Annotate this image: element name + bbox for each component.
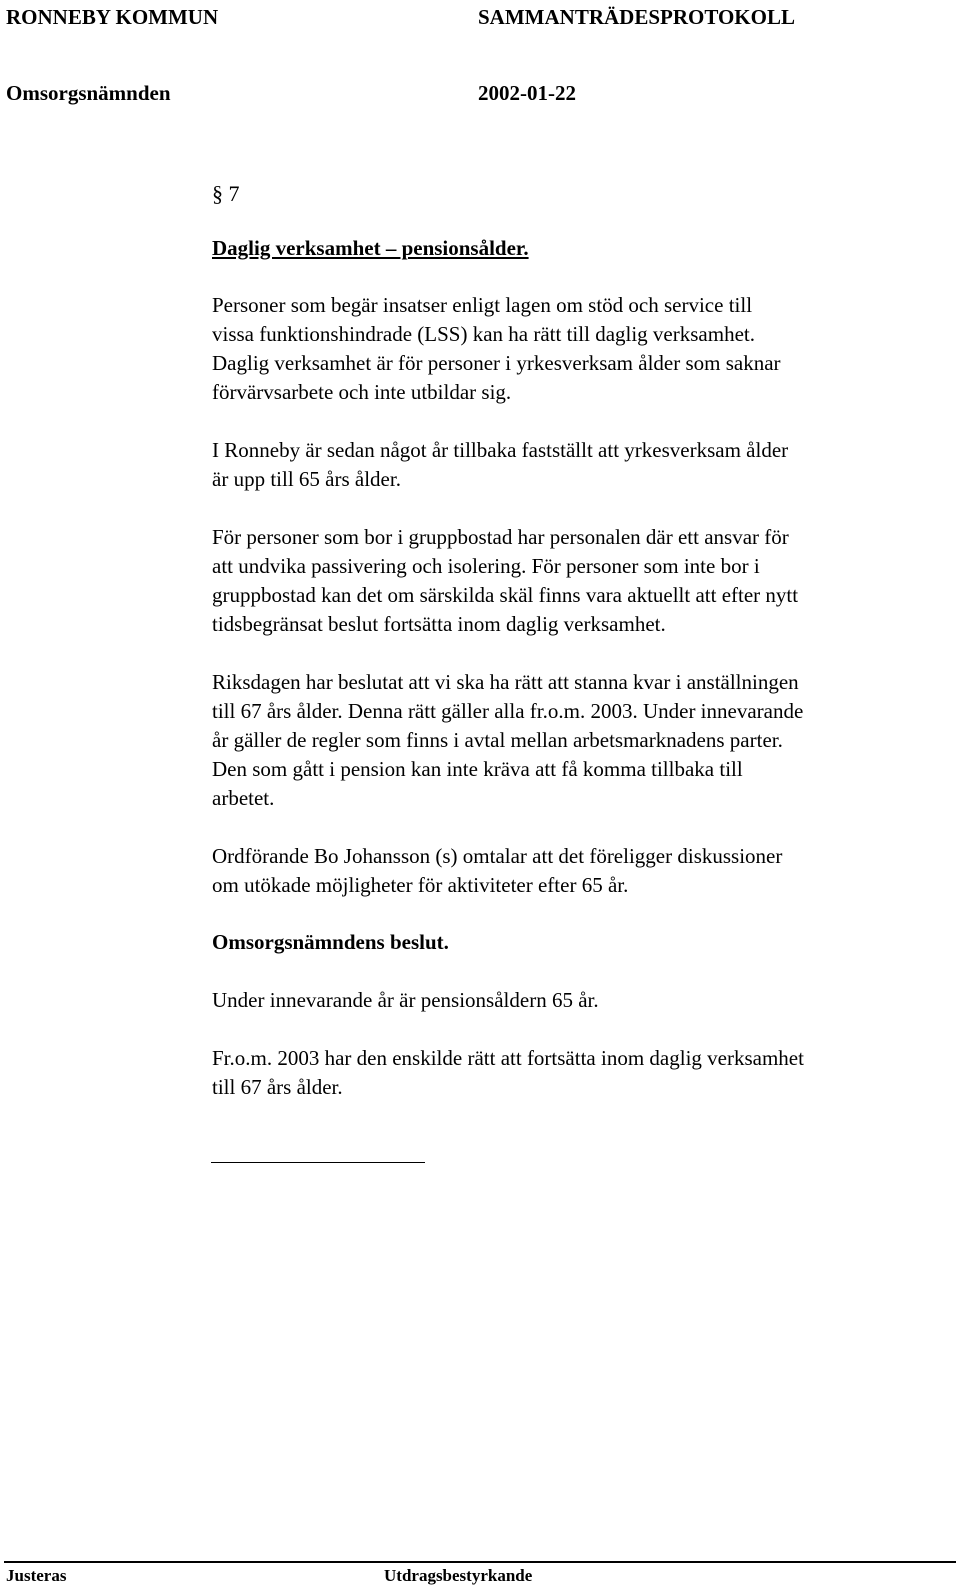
section-end-rule (211, 1162, 425, 1163)
board-name: Omsorgsnämnden (6, 81, 171, 105)
section-number: § 7 (212, 181, 240, 206)
paragraph: För personer som bor i gruppbostad har personalen där ett ansvar för att undvika passivering och isolering. För personer som inte bor i gruppbostad kan det om särskilda skäl finns vara aktuellt att efter nytt tidsbegränsat beslut fortsätta inom daglig verksamhet. (212, 525, 799, 636)
meeting-date: 2002-01-22 (478, 81, 576, 105)
paragraph: Ordförande Bo Johansson (s) omtalar att det föreligger diskussioner om utökade möjligheter för aktiviteter efter 65 år. (212, 844, 783, 897)
decision-item: Under innevarande år är pensionsåldern 65 år. (212, 988, 599, 1012)
footer-utdragsbestyrkande: Utdragsbestyrkande (384, 1566, 533, 1585)
document-body (212, 180, 912, 1102)
decision-item: Fr.o.m. 2003 har den enskilde rätt att fortsätta inom daglig verksamhet till 67 års ålder. (212, 1046, 804, 1099)
footer-divider (4, 1561, 956, 1563)
organization-name: RONNEBY KOMMUN (6, 5, 219, 29)
document-type: SAMMANTRÄDESPROTOKOLL (478, 5, 795, 29)
paragraph: Personer som begär insatser enligt lagen om stöd och service till vissa funktionshindrade (LSS) kan ha rätt till daglig verksamhet. Daglig verksamhet är för personer i yrkesverksam ålder som saknar förvärvsarbete och inte utbildar sig. (212, 293, 781, 404)
paragraph: Riksdagen har beslutat att vi ska ha rätt att stanna kvar i anställningen till 67 års ålder. Denna rätt gäller alla fr.o.m. 2003. Under innevarande år gäller de regler som finns i avtal mellan arbetsmarknadens parter. Den som gått i pension kan inte kräva att få komma tillbaka till arbetet. (212, 670, 804, 810)
paragraph: I Ronneby är sedan något år tillbaka fastställt att yrkesverksam ålder är upp till 65 års ålder. (212, 438, 789, 491)
footer-justeras: Justeras (6, 1566, 67, 1585)
section-title: Daglig verksamhet – pensionsålder. (212, 236, 529, 260)
decision-heading: Omsorgsnämndens beslut. (212, 930, 449, 954)
